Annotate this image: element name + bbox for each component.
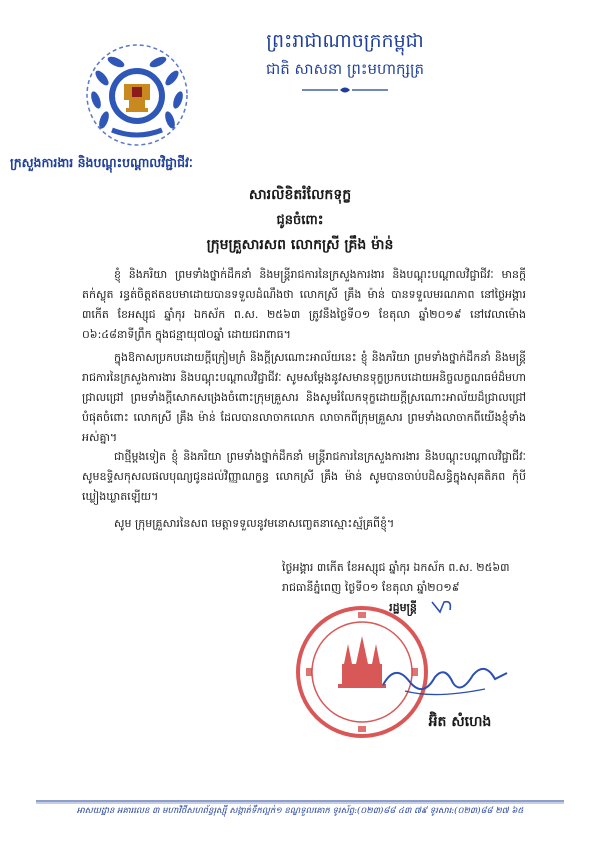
ornament-divider-icon [300,86,390,94]
body-paragraph-1: ខ្ញុំ និងភរិយា ព្រមទាំងថ្នាក់ដឹកនាំ និងមន្ត្រីរាជការនៃក្រសួងការងារ និងបណ្តុះបណ្តាលវិជ្ជាជីវៈ មានក្តីតក់ស្លុត រន្ធត់ចិត្តឥតឧបមាដោយបានទទួលដំណឹងថា លោកស្រី គ្រឹង ម៉ាន់ បានទទួលមរណភាព នៅថ្ងៃអង្គារ ៣កើត ខែអស្សុជ ឆ្នាំកុរ ឯកស័ក ព.ស. ២៥៦៣ ត្រូវនឹងថ្ងៃទី០១ ខែតុលា ឆ្នាំ២០១៩ នៅវេលាម៉ោង ០៦:៤៨នាទីព្រឹក ក្នុងជន្មាយុ៧០ឆ្នាំ ដោយជរាពាធ។ [82,268,526,341]
signer-title: រដ្ឋមន្ត្រី [389,601,417,614]
footer-divider [36,800,564,804]
handwritten-initial-icon [428,596,458,618]
lunar-date: ថ្ងៃអង្គារ ៣កើត ខែអស្សុជ ឆ្នាំកុរ ឯកស័ក ព.ស. ២៥៦៣ [282,561,510,574]
handwritten-signature-icon [375,655,515,705]
signer-name: អ៊ិត សំហេង [428,714,492,730]
body-paragraph-3: ជាថ្មីម្តងទៀត ខ្ញុំ និងភរិយា ព្រមទាំងថ្នាក់ដឹកនាំ មន្ត្រីរាជការនៃក្រសួងការងារ និងបណ្តុះបណ្តាលវិជ្ជាជីវៈ សូមឧទ្ទិសកុសលផលបុណ្យជូនដល់វិញ្ញាណក្ខន្ធ លោកស្រី គ្រឹង ម៉ាន់ សូមបានចាប់បដិសន្ធិក្នុងសុគតិភព កុំបីឃ្លៀងឃ្លាតឡើយ។ [82,450,526,503]
kingdom-heading: ព្រះរាជាណាចក្រកម្ពុជា [266,30,424,52]
recipient-name: ក្រុមគ្រួសារសព លោកស្រី គ្រឹង ម៉ាន់ [206,237,394,253]
body-paragraph-4: សូម ក្រុមគ្រួសារនៃសព មេត្តាទទួលនូវមនោសញ្ចេតនាស្មោះស្ម័គ្រពីខ្ញុំ។ [114,517,395,530]
letter-title: សារលិខិតរំលែកទុក្ខ [248,187,352,203]
ministry-name: ក្រសួងការងារ និងបណ្តុះបណ្តាលវិជ្ជាជីវៈ [10,155,193,170]
addressed-to: ជូនចំពោះ [276,213,324,228]
ministry-logo-icon [82,40,192,150]
body-paragraph-2: ក្នុងឱកាសប្រកបដោយក្តីក្រៀមក្រំ និងក្តីស្រណោះអាល័យនេះ ខ្ញុំ និងភរិយា ព្រមទាំងថ្នាក់ដឹកនាំ និងមន្ត្រីរាជការនៃក្រសួងការងារ និងបណ្តុះបណ្តាលវិជ្ជាជីវៈ សូមសម្តែងនូវសមានទុក្ខប្រកបដោយអនិច្ចលក្ខណធម៌ដ៏មហាជ្រាលជ្រៅ ព្រមទាំងក្តីសោកសង្រេងចំពោះក្រុមគ្រួសារ និងសូមរំលែកទុក្ខដោយក្តីស្រណោះអាល័យដ៏ជ្រាលជ្រៅបំផុតចំពោះ លោកស្រី គ្រឹង ម៉ាន់ ដែលបានលាចាកលោក លាចាកពីក្រុមគ្រួសារ ព្រមទាំងលាចាកពីយើងខ្ញុំទាំងអស់គ្នា។ [82,351,526,444]
footer-address: អាសយដ្ឋាន អគារលេខ ៣ មហាវិថីសហព័ន្ធរុស្ស៊ី សង្កាត់ទឹកល្អក់១ ខណ្ឌទួលគោក ទូរស័ព្ទ:(០២៣)៨៨ ៤៣ ៧៩ ទូរសារ:(០២៣)៨៨ ២៧ ៦៥ [76,806,524,816]
solar-date-place: រាជធានីភ្នំពេញ ថ្ងៃទី០១ ខែតុលា ឆ្នាំ២០១៩ [282,581,460,594]
national-motto: ជាតិ សាសនា ព្រះមហាក្សត្រ [265,60,425,78]
